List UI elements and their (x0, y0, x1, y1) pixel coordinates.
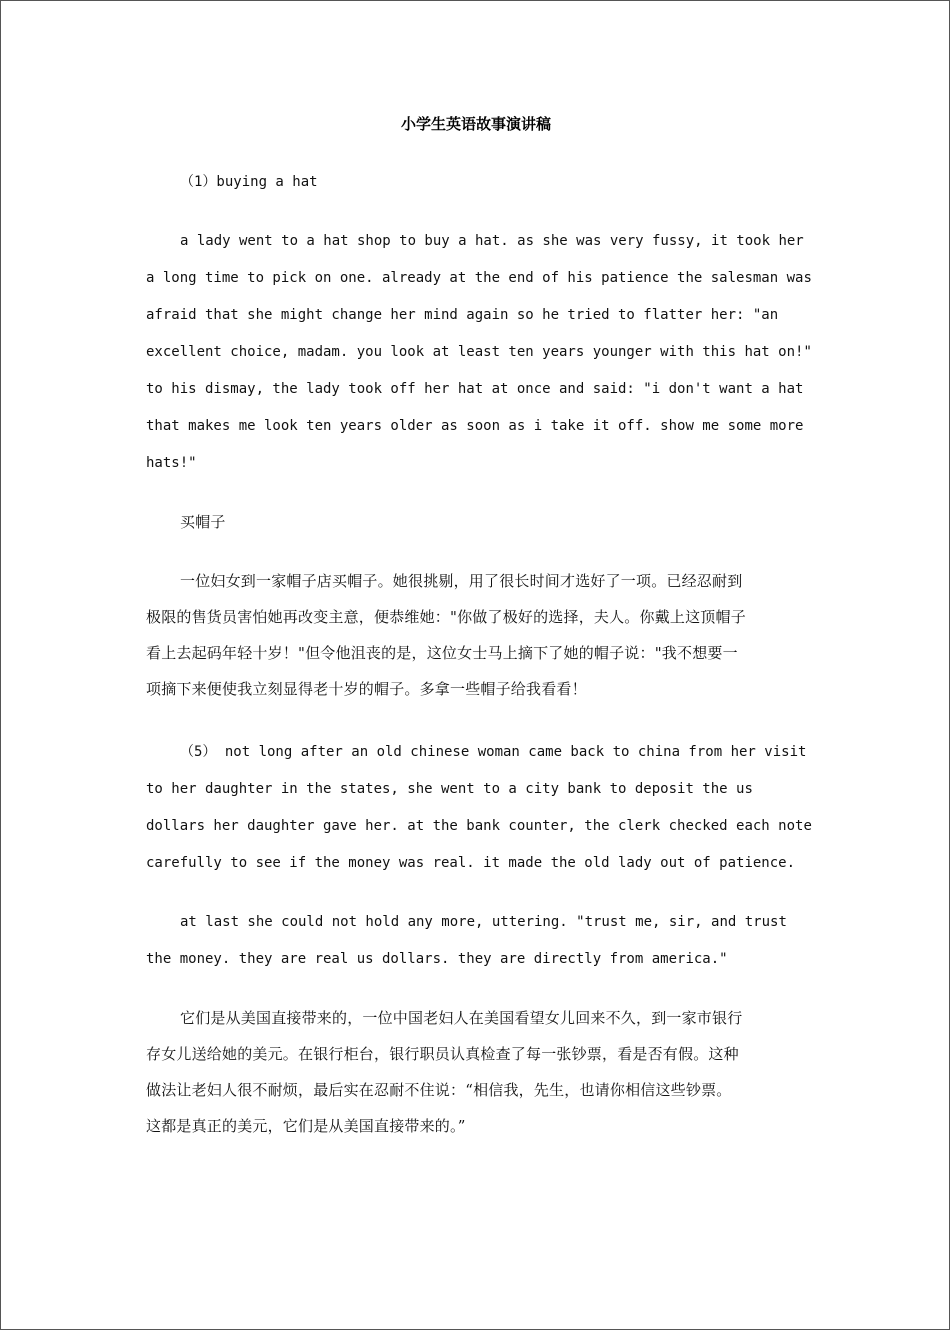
paragraph-line: 做法让老妇人很不耐烦，最后实在忍耐不住说：“相信我，先生，也请你相信这些钞票。 (146, 1081, 732, 1099)
paragraph-line: a lady went to a hat shop to buy a hat. as she was very fussy, it took her (180, 233, 804, 249)
paragraph-line: 一位妇女到一家帽子店买帽子。她很挑剔，用了很长时间才选好了一项。已经忍耐到 (180, 572, 743, 590)
story1-chinese-paragraph (146, 563, 811, 707)
paragraph-line: a long time to pick on one. already at the end of his patience the salesman was (146, 270, 812, 286)
paragraph-line: carefully to see if the money was real. it made the old lady out of patience. (146, 855, 796, 871)
story5-english-paragraph-1 (146, 734, 811, 882)
story5-english-paragraph-2 (146, 904, 811, 978)
paragraph-line: （5） not long after an old chinese woman came back to china from her visit (180, 744, 807, 760)
paragraph-line: 这都是真正的美元，它们是从美国直接带来的。” (146, 1117, 466, 1135)
story1-chinese-heading: 买帽子 (180, 513, 226, 531)
paragraph-line: 极限的售货员害怕她再改变主意，便恭维她："你做了极好的选择，夫人。你戴上这顶帽子 (146, 608, 746, 626)
paragraph-line: that makes me look ten years older as soon as i take it off. show me some more (146, 418, 804, 434)
paragraph-line: 它们是从美国直接带来的，一位中国老妇人在美国看望女儿回来不久，到一家市银行 (180, 1009, 743, 1027)
story1-chinese-heading-block (146, 504, 811, 540)
story1-english-paragraph (146, 223, 811, 482)
paragraph-line: 存女儿送给她的美元。在银行柜台，银行职员认真检查了每一张钞票，看是否有假。这种 (146, 1045, 739, 1063)
story1-heading: （1）buying a hat (180, 174, 318, 190)
paragraph-line: excellent choice, madam. you look at least ten years younger with this hat on!" (146, 344, 812, 360)
paragraph-line: hats!" (146, 455, 197, 471)
paragraph-line: afraid that she might change her mind again so he tried to flatter her: "an (146, 307, 779, 323)
paragraph-line: 项摘下来便使我立刻显得老十岁的帽子。多拿一些帽子给我看看！ (146, 680, 587, 698)
story1-heading-block (146, 164, 811, 201)
paragraph-line: 看上去起码年轻十岁！"但令他沮丧的是，这位女士马上摘下了她的帽子说："我不想要一 (146, 644, 738, 662)
paragraph-line: at last she could not hold any more, uttering. "trust me, sir, and trust (180, 914, 787, 930)
paragraph-line: to his dismay, the lady took off her hat at once and said: "i don't want a hat (146, 381, 804, 397)
paragraph-line: dollars her daughter gave her. at the bank counter, the clerk checked each note (146, 818, 812, 834)
story5-chinese-paragraph (146, 1000, 811, 1144)
paragraph-line: to her daughter in the states, she went to a city bank to deposit the us (146, 781, 753, 797)
paragraph-line: the money. they are real us dollars. they are directly from america." (146, 951, 728, 967)
document-title: 小学生英语故事演讲稿 (400, 115, 551, 133)
